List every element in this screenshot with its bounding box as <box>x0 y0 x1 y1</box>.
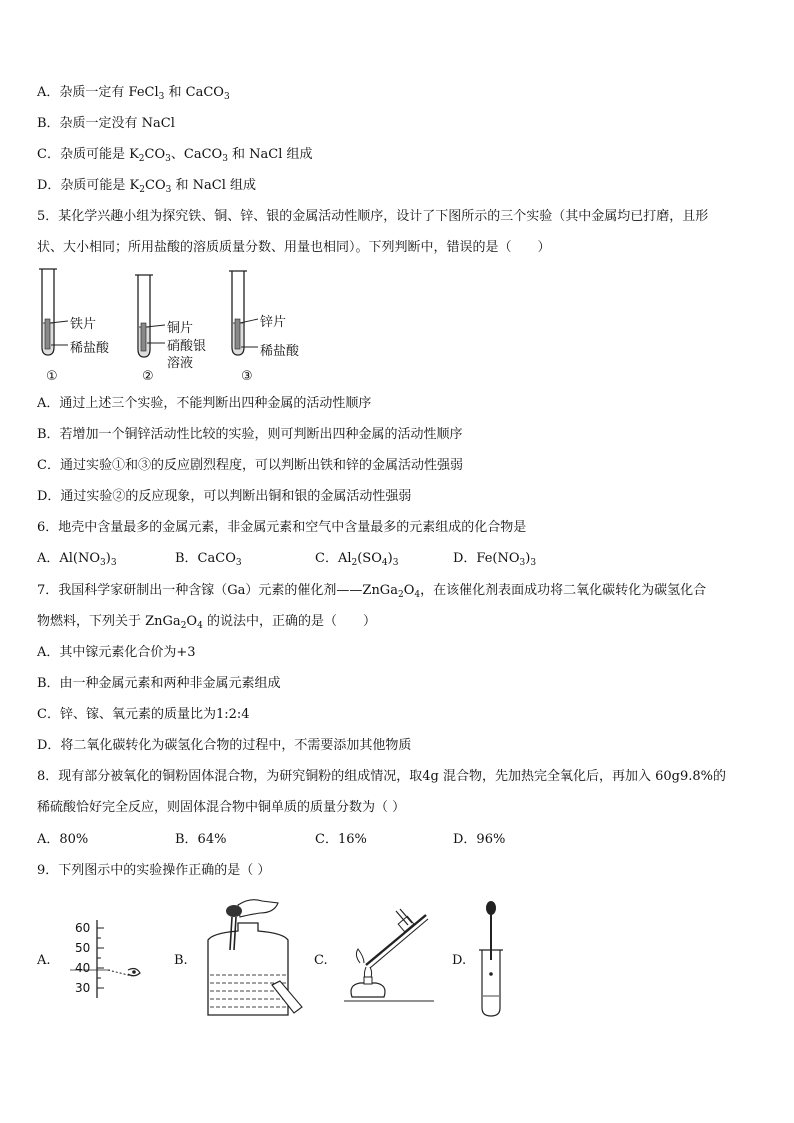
q8-option-d: D．96% <box>453 832 506 847</box>
q7-stem-line1: 7．我国科学家研制出一种含镓（Ga）元素的催化剂$——ZnGa_2O_4$，在该催化剂表面成功将二氧化碳转化为碳氢化合 <box>37 583 707 600</box>
q5-test-tubes-figure <box>36 265 336 390</box>
q7-option-b: B．由一种金属元素和两种非金属元素组成 <box>37 676 281 691</box>
q4-option-c: C．杂质可能是 $K_2CO_3$、CaCO$_3$ 和 NaCl 组成 <box>37 147 313 164</box>
q6-option-d: D．$Fe(NO_3)_3$ <box>453 551 537 568</box>
q9-stem: 9．下列图示中的实验操作正确的是（ ） <box>37 863 271 878</box>
q9-label-d: D. <box>452 953 467 968</box>
q9-figure-d-dropper <box>476 900 506 1020</box>
q7-option-c: C．锌、镓、氧元素的质量比为1:2:4 <box>37 707 250 722</box>
tick-60: 60 <box>75 921 91 935</box>
q7-stem-line2: 物燃料，下列关于 $ZnGa_2O_4$ 的说法中，正确的是（ ） <box>37 614 376 631</box>
q7-option-a: A．其中镓元素化合价为+3 <box>37 645 196 660</box>
tube2-number: ② <box>142 369 154 384</box>
tube2-metal-label: 铜片 <box>167 321 194 336</box>
q9-label-b: B. <box>174 953 188 968</box>
test-tube-1 <box>39 269 68 355</box>
q8-option-a: A．80% <box>37 832 89 847</box>
q5-option-c: C．通过实验①和③的反应剧烈程度，可以判断出铁和锌的金属活动性强弱 <box>37 458 463 473</box>
q8-option-b: B．64% <box>175 832 227 847</box>
tube3-metal-label: 锌片 <box>260 315 287 330</box>
q9-figure-c-heating <box>338 905 438 1015</box>
q5-stem-line2: 状、大小相同；所用盐酸的溶质质量分数、用量也相同）。下列判断中，错误的是（ ） <box>37 240 551 255</box>
q6-option-a: A．$Al(NO_3)_3$ <box>37 551 117 568</box>
test-tube-3 <box>229 271 258 355</box>
tick-30: 30 <box>75 981 91 995</box>
tube1-number: ① <box>46 369 58 384</box>
q4-option-b: B．杂质一定没有 NaCl <box>37 116 175 131</box>
q8-stem-line1: 8．现有部分被氧化的铜粉固体混合物，为研究铜粉的组成情况，取4g 混合物，先加热完全氧化后，再加入 60g9.8%的 <box>37 769 727 784</box>
q5-stem-line1: 5．某化学兴趣小组为探究铁、铜、锌、银的金属活动性顺序，设计了下图所示的三个实验（其中金属均已打磨，且形 <box>37 209 709 224</box>
reagent-bottle-pouring-icon <box>198 895 308 1020</box>
q5-option-b: B．若增加一个铜锌活动性比较的实验，则可判断出四种金属的活动性顺序 <box>37 427 463 442</box>
q6-options <box>37 550 536 568</box>
q6-stem: 6．地壳中含量最多的金属元素，非金属元素和空气中含量最多的元素组成的化合物是 <box>37 520 527 535</box>
q6-option-c: C．$Al_2(SO_4)_3$ <box>315 551 399 568</box>
tube1-metal-label: 铁片 <box>70 317 97 332</box>
dropper-into-test-tube-icon <box>476 900 506 1020</box>
q4-option-d: D．杂质可能是 $K_2CO_3$ 和 NaCl 组成 <box>37 178 256 195</box>
q9-label-a: A. <box>37 953 51 968</box>
tube2-liquid-label-1: 硝酸银 <box>167 339 207 354</box>
tick-50: 50 <box>75 941 91 955</box>
tube2-liquid-label-2: 溶液 <box>167 356 194 371</box>
q5-option-d: D．通过实验②的反应现象，可以判断出铜和银的金属活动性强弱 <box>37 489 412 504</box>
tube1-liquid-label: 稀盐酸 <box>70 341 110 356</box>
q7-option-d: D．将二氧化碳转化为碳氢化合物的过程中，不需要添加其他物质 <box>37 738 412 753</box>
tube3-number: ③ <box>241 369 253 384</box>
q9-figure-a-graduated-cylinder <box>70 918 150 1000</box>
q8-stem-line2: 稀硫酸恰好完全反应，则固体混合物中铜单质的质量分数为（ ） <box>37 800 406 815</box>
q9-label-c: C. <box>314 953 328 968</box>
tick-40: 40 <box>75 961 91 975</box>
tube3-liquid-label: 稀盐酸 <box>260 344 300 359</box>
q8-options <box>37 831 505 849</box>
q5-option-a: A．通过上述三个实验，不能判断出四种金属的活动性顺序 <box>37 396 372 411</box>
q9-figure-b-pouring <box>198 895 308 1020</box>
q6-option-b: B．CaCO$_3$ <box>175 551 242 568</box>
test-tube-2 <box>135 275 165 357</box>
q4-option-a: A．杂质一定有 FeCl$_3$ 和 CaCO$_3$ <box>37 85 230 102</box>
alcohol-lamp-heating-icon <box>338 905 438 1015</box>
q8-option-c: C．16% <box>315 832 367 847</box>
